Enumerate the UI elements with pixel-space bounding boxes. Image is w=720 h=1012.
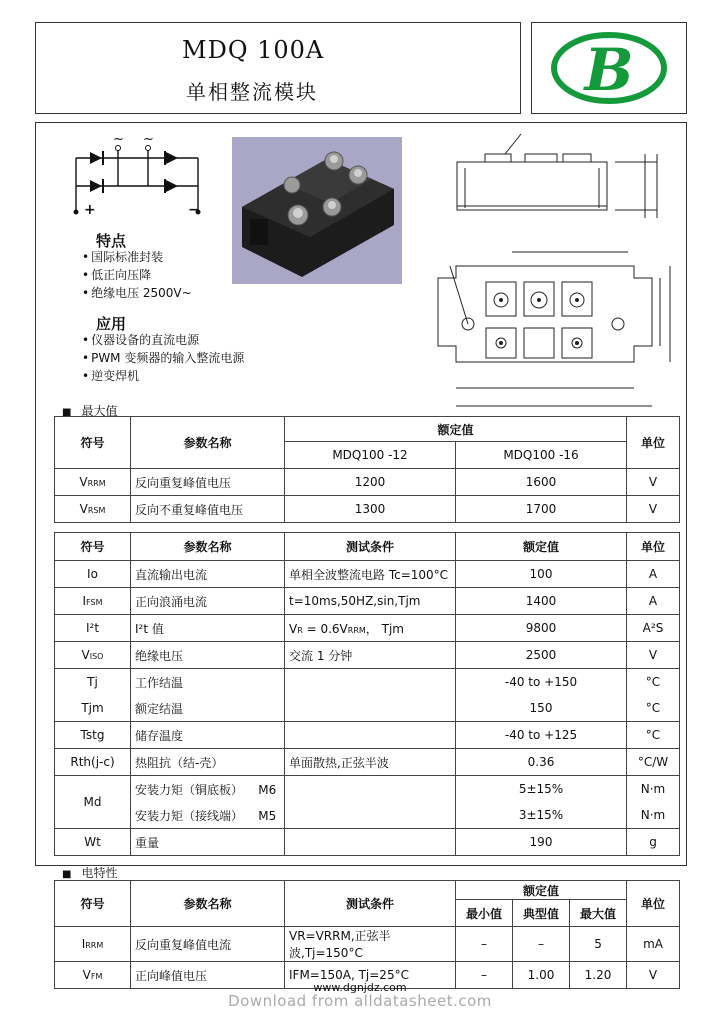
cond-cell: VR = 0.6VRRM， Tjm: [285, 615, 456, 642]
minus-terminal-label: −: [188, 202, 200, 218]
symbol-cell: Io: [55, 561, 131, 588]
table-row: [55, 496, 680, 523]
electrical-table: [54, 880, 680, 989]
max-cell: 5: [570, 927, 627, 962]
table-row: [55, 588, 680, 615]
symbol-cell: VRSM: [55, 496, 131, 523]
symbol-cell: Rth(j-c): [55, 749, 131, 776]
symbol-cell: Md: [55, 776, 131, 829]
table-row: [55, 469, 680, 496]
value-cell: 100: [456, 561, 627, 588]
table-row: [55, 776, 680, 803]
feature-item: • 低正向压降: [82, 266, 192, 284]
product-photo: [232, 137, 402, 284]
col-max-header: 最大值: [570, 900, 627, 927]
param-cell: 额定结温: [131, 695, 285, 722]
col-rated-header: 额定值: [456, 881, 627, 900]
col-cond-header: 测试条件: [285, 533, 456, 561]
unit-cell: V: [627, 496, 680, 523]
cond-cell: [285, 669, 456, 722]
col-unit-header: 单位: [627, 881, 680, 927]
ac-terminal-label-2: ~: [143, 132, 154, 147]
value-cell: -40 to +125: [456, 722, 627, 749]
symbol-cell: VRRM: [55, 469, 131, 496]
col-cond-header: 测试条件: [285, 881, 456, 927]
application-item: • 仪器设备的直流电源: [82, 331, 244, 349]
top-view-drawing: [420, 238, 678, 414]
param-cell: 储存温度: [131, 722, 285, 749]
value-cell: 2500: [456, 642, 627, 669]
ratings-table: [54, 532, 680, 856]
unit-cell: A: [627, 561, 680, 588]
cond-cell: [285, 829, 456, 856]
cond-cell: IFM=150A, Tj=25°C: [285, 962, 456, 989]
unit-cell: V: [627, 962, 680, 989]
typ-cell: 1.00: [513, 962, 570, 989]
table-row: [55, 561, 680, 588]
features-list: [82, 248, 192, 302]
symbol-cell: IRRM: [55, 927, 131, 962]
col-rated-header: 额定值: [456, 533, 627, 561]
param-cell: 正向峰值电压: [131, 962, 285, 989]
table-row: [55, 615, 680, 642]
value-cell: 150: [456, 695, 627, 722]
unit-cell: °C/W: [627, 749, 680, 776]
param-cell: 安装力矩（接线端） M5: [131, 802, 285, 829]
col-typ-header: 典型值: [513, 900, 570, 927]
param-cell: 反向重复峰值电流: [131, 927, 285, 962]
cond-cell: t=10ms,50HZ,sin,Tjm: [285, 588, 456, 615]
symbol-cell: Tstg: [55, 722, 131, 749]
value-cell: 3±15%: [456, 802, 627, 829]
param-cell: 绝缘电压: [131, 642, 285, 669]
value-cell: 1400: [456, 588, 627, 615]
footer-url[interactable]: www.dgnjdz.com: [313, 981, 407, 994]
table-row: [55, 749, 680, 776]
param-cell: 重量: [131, 829, 285, 856]
col-unit-header: 单位: [627, 533, 680, 561]
electrical-section-label: ■ 电特性: [62, 864, 117, 881]
symbol-cell: Wt: [55, 829, 131, 856]
value-cell: 1700: [456, 496, 627, 523]
value-cell: 1200: [285, 469, 456, 496]
min-cell: –: [456, 927, 513, 962]
param-cell: 安装力矩（铜底板） M6: [131, 776, 285, 803]
unit-cell: A²S: [627, 615, 680, 642]
symbol-cell: Tj: [55, 669, 131, 696]
page-title: MDQ 100A: [182, 36, 325, 64]
feature-item: • 国际标准封装: [82, 248, 192, 266]
feature-item: • 绝缘电压 2500V~: [82, 284, 192, 302]
value-cell: 190: [456, 829, 627, 856]
model-a-header: MDQ100 -12: [285, 442, 456, 469]
col-param-header: 参数名称: [131, 881, 285, 927]
unit-cell: g: [627, 829, 680, 856]
col-param-header: 参数名称: [131, 533, 285, 561]
ac-terminal-label-1: ~: [113, 132, 124, 147]
features-heading: 特点: [96, 232, 127, 250]
param-cell: I²t 值: [131, 615, 285, 642]
symbol-cell: VISO: [55, 642, 131, 669]
cond-cell: 交流 1 分钟: [285, 642, 456, 669]
unit-cell: A: [627, 588, 680, 615]
col-symbol-header: 符号: [55, 417, 131, 469]
symbol-cell: IFSM: [55, 588, 131, 615]
col-param-header: 参数名称: [131, 417, 285, 469]
max-ratings-section-label: ■ 最大值: [62, 402, 117, 419]
value-cell: 5±15%: [456, 776, 627, 803]
side-view-drawing: [445, 124, 675, 220]
logo-letter: B: [584, 36, 634, 104]
cond-cell: 单面散热,正弦半波: [285, 749, 456, 776]
table-row: [55, 927, 680, 962]
value-cell: -40 to +150: [456, 669, 627, 696]
table-row: [55, 829, 680, 856]
cond-cell: 单相全波整流电路 Tc=100°C: [285, 561, 456, 588]
param-cell: 正向浪涌电流: [131, 588, 285, 615]
application-item: • 逆变焊机: [82, 367, 244, 385]
unit-cell: V: [627, 642, 680, 669]
cond-cell: [285, 722, 456, 749]
value-cell: 9800: [456, 615, 627, 642]
unit-cell: N·m: [627, 802, 680, 829]
page-subtitle: 单相整流模块: [186, 80, 318, 104]
plus-terminal-label: +: [84, 202, 96, 218]
model-b-header: MDQ100 -16: [456, 442, 627, 469]
param-cell: 反向不重复峰值电压: [131, 496, 285, 523]
col-min-header: 最小值: [456, 900, 513, 927]
value-cell: 1300: [285, 496, 456, 523]
param-cell: 反向重复峰值电压: [131, 469, 285, 496]
col-symbol-header: 符号: [55, 881, 131, 927]
cond-cell: [285, 776, 456, 829]
typ-cell: –: [513, 927, 570, 962]
symbol-cell: VFM: [55, 962, 131, 989]
max-ratings-table: [54, 416, 680, 523]
col-unit-header: 单位: [627, 417, 680, 469]
brand-logo-icon: [548, 28, 670, 108]
applications-heading: 应用: [96, 315, 127, 333]
symbol-cell: Tjm: [55, 695, 131, 722]
param-cell: 热阻抗（结-壳）: [131, 749, 285, 776]
unit-cell: mA: [627, 927, 680, 962]
unit-cell: °C: [627, 695, 680, 722]
unit-cell: °C: [627, 722, 680, 749]
table-row: [55, 722, 680, 749]
cond-cell: VR=VRRM,正弦半波,Tj=150°C: [285, 927, 456, 962]
symbol-cell: I²t: [55, 615, 131, 642]
value-cell: 0.36: [456, 749, 627, 776]
param-cell: 直流输出电流: [131, 561, 285, 588]
col-rated-header: 额定值: [285, 417, 627, 442]
watermark-text: Download from alldatasheet.com: [228, 992, 492, 1010]
max-cell: 1.20: [570, 962, 627, 989]
unit-cell: V: [627, 469, 680, 496]
table-row: [55, 642, 680, 669]
min-cell: –: [456, 962, 513, 989]
col-symbol-header: 符号: [55, 533, 131, 561]
unit-cell: °C: [627, 669, 680, 696]
applications-list: [82, 331, 244, 385]
application-item: • PWM 变频器的输入整流电源: [82, 349, 244, 367]
unit-cell: N·m: [627, 776, 680, 803]
table-row: [55, 669, 680, 696]
param-cell: 工作结温: [131, 669, 285, 696]
value-cell: 1600: [456, 469, 627, 496]
